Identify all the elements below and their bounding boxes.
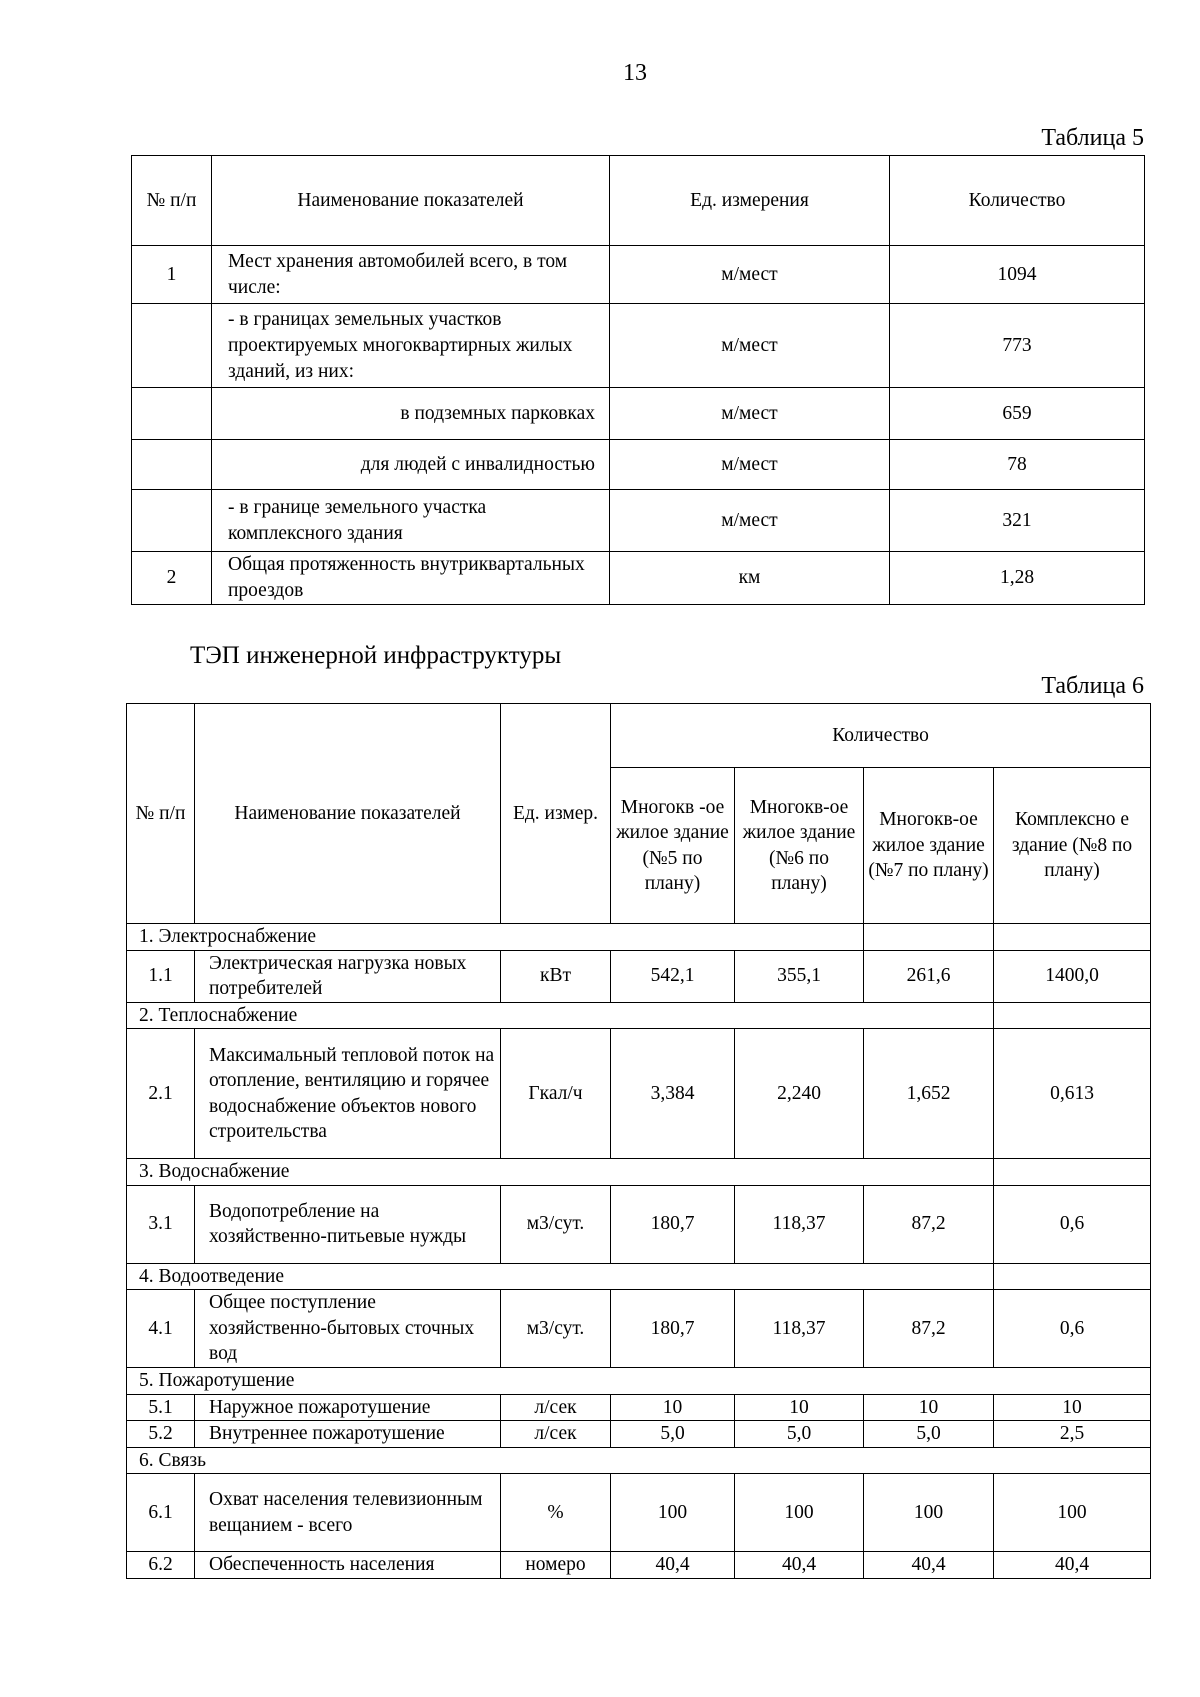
- row-num: 6.1: [127, 1474, 195, 1552]
- row-unit: м3/сут.: [501, 1185, 611, 1263]
- row-name: - в границе земельного участка комплексного здания: [212, 490, 610, 552]
- section-row: [127, 924, 1151, 951]
- header-building-8: Комплексно е здание (№8 по плану): [994, 768, 1151, 924]
- row-qty: 1,28: [890, 552, 1145, 605]
- row-name: в подземных парковках: [212, 388, 610, 440]
- header-unit: Ед. измер.: [501, 704, 611, 924]
- row-name: - в границах земельных участков проектируемых многоквартирных жилых зданий, из них:: [212, 304, 610, 388]
- table-row: [127, 950, 1151, 1002]
- row-qty: 321: [890, 490, 1145, 552]
- row-name: Охват населения телевизионным вещанием - всего: [195, 1474, 501, 1552]
- row-num: 1.1: [127, 950, 195, 1002]
- table-row: [132, 552, 1145, 605]
- header-name: Наименование показателей: [212, 156, 610, 246]
- row-num: 4.1: [127, 1290, 195, 1368]
- row-value: 10: [994, 1394, 1151, 1421]
- section-heading: 2. Теплоснабжение: [127, 1002, 994, 1029]
- section-heading: 5. Пожаротушение: [127, 1368, 1151, 1395]
- row-name: Водопотребление на хозяйственно-питьевые нужды: [195, 1185, 501, 1263]
- row-value: 40,4: [864, 1552, 994, 1579]
- table-row: [127, 1394, 1151, 1421]
- table-row: [127, 1185, 1151, 1263]
- section-heading: 1. Электроснабжение: [127, 924, 864, 951]
- header-building-5: Многокв -ое жилое здание (№5 по плану): [611, 768, 735, 924]
- table-row: [127, 1421, 1151, 1448]
- row-num: [132, 388, 212, 440]
- table-row: [132, 440, 1145, 490]
- row-unit: км: [610, 552, 890, 605]
- row-value: 40,4: [735, 1552, 864, 1579]
- row-unit: м/мест: [610, 388, 890, 440]
- row-name: Электрическая нагрузка новых потребителей: [195, 950, 501, 1002]
- row-qty: 659: [890, 388, 1145, 440]
- row-unit: номеро: [501, 1552, 611, 1579]
- row-value: 87,2: [864, 1185, 994, 1263]
- row-num: [132, 490, 212, 552]
- table-5-header-row: [132, 156, 1145, 246]
- row-value: 180,7: [611, 1185, 735, 1263]
- row-name: для людей с инвалидностью: [212, 440, 610, 490]
- section-title: ТЭП инженерной инфраструктуры: [190, 642, 562, 669]
- table-row: [132, 388, 1145, 440]
- row-value: 10: [611, 1394, 735, 1421]
- table-6: [126, 703, 1151, 1579]
- row-name: Общее поступление хозяйственно-бытовых сточных вод: [195, 1290, 501, 1368]
- row-unit: м/мест: [610, 490, 890, 552]
- row-unit: м3/сут.: [501, 1290, 611, 1368]
- page-number: 13: [623, 60, 647, 86]
- row-unit: %: [501, 1474, 611, 1552]
- row-name: Максимальный тепловой поток на отопление, вентиляцию и горячее водоснабжение объектов нового строительства: [195, 1029, 501, 1159]
- row-value: 542,1: [611, 950, 735, 1002]
- row-value: 2,240: [735, 1029, 864, 1159]
- table-row: [127, 1474, 1151, 1552]
- table-5: [131, 155, 1145, 605]
- row-value: 5,0: [864, 1421, 994, 1448]
- row-value: 0,613: [994, 1029, 1151, 1159]
- row-value: 355,1: [735, 950, 864, 1002]
- row-value: 87,2: [864, 1290, 994, 1368]
- row-num: [132, 440, 212, 490]
- header-num: № п/п: [132, 156, 212, 246]
- section-heading: 4. Водоотведение: [127, 1263, 994, 1290]
- row-value: 10: [735, 1394, 864, 1421]
- row-num: 5.1: [127, 1394, 195, 1421]
- table-row: [132, 304, 1145, 388]
- section-row: [127, 1002, 1151, 1029]
- row-num: 6.2: [127, 1552, 195, 1579]
- section-heading: 3. Водоснабжение: [127, 1159, 994, 1186]
- header-qty: Количество: [611, 704, 1151, 768]
- table-row: [132, 246, 1145, 304]
- section-row: [127, 1368, 1151, 1395]
- header-num: № п/п: [127, 704, 195, 924]
- table-row: [127, 1029, 1151, 1159]
- section-row: [127, 1159, 1151, 1186]
- row-name: Общая протяженность внутриквартальных проездов: [212, 552, 610, 605]
- row-name: Мест хранения автомобилей всего, в том числе:: [212, 246, 610, 304]
- row-value: 180,7: [611, 1290, 735, 1368]
- row-unit: м/мест: [610, 440, 890, 490]
- header-qty: Количество: [890, 156, 1145, 246]
- row-name: Наружное пожаротушение: [195, 1394, 501, 1421]
- table-row: [132, 490, 1145, 552]
- row-value: 1400,0: [994, 950, 1151, 1002]
- row-value: 261,6: [864, 950, 994, 1002]
- row-value: 5,0: [611, 1421, 735, 1448]
- empty-cell: [994, 924, 1151, 951]
- section-row: [127, 1447, 1151, 1474]
- empty-cell: [994, 1002, 1151, 1029]
- table-row: [127, 1290, 1151, 1368]
- row-value: 3,384: [611, 1029, 735, 1159]
- row-value: 118,37: [735, 1185, 864, 1263]
- row-value: 100: [611, 1474, 735, 1552]
- row-num: 2: [132, 552, 212, 605]
- table-row: [127, 1552, 1151, 1579]
- row-num: 2.1: [127, 1029, 195, 1159]
- row-unit: Гкал/ч: [501, 1029, 611, 1159]
- row-value: 5,0: [735, 1421, 864, 1448]
- row-unit: м/мест: [610, 246, 890, 304]
- row-qty: 1094: [890, 246, 1145, 304]
- row-num: 1: [132, 246, 212, 304]
- row-value: 100: [864, 1474, 994, 1552]
- row-num: 3.1: [127, 1185, 195, 1263]
- table-6-header-row: [127, 704, 1151, 768]
- row-unit: л/сек: [501, 1421, 611, 1448]
- row-value: 10: [864, 1394, 994, 1421]
- row-value: 118,37: [735, 1290, 864, 1368]
- row-value: 100: [994, 1474, 1151, 1552]
- header-building-7: Многокв-ое жилое здание (№7 по плану): [864, 768, 994, 924]
- row-unit: кВт: [501, 950, 611, 1002]
- row-unit: м/мест: [610, 304, 890, 388]
- section-heading: 6. Связь: [127, 1447, 1151, 1474]
- header-unit: Ед. измерения: [610, 156, 890, 246]
- table-5-label: Таблица 5: [1041, 125, 1144, 151]
- header-building-6: Многокв-ое жилое здание (№6 по плану): [735, 768, 864, 924]
- empty-cell: [864, 924, 994, 951]
- table-6-label: Таблица 6: [1041, 673, 1144, 699]
- row-qty: 773: [890, 304, 1145, 388]
- empty-cell: [994, 1159, 1151, 1186]
- header-name: Наименование показателей: [195, 704, 501, 924]
- row-value: 0,6: [994, 1290, 1151, 1368]
- row-value: 0,6: [994, 1185, 1151, 1263]
- row-value: 1,652: [864, 1029, 994, 1159]
- row-qty: 78: [890, 440, 1145, 490]
- row-num: 5.2: [127, 1421, 195, 1448]
- row-value: 100: [735, 1474, 864, 1552]
- row-unit: л/сек: [501, 1394, 611, 1421]
- row-value: 2,5: [994, 1421, 1151, 1448]
- row-name: Обеспеченность населения: [195, 1552, 501, 1579]
- empty-cell: [994, 1263, 1151, 1290]
- row-value: 40,4: [611, 1552, 735, 1579]
- row-name: Внутреннее пожаротушение: [195, 1421, 501, 1448]
- section-row: [127, 1263, 1151, 1290]
- row-value: 40,4: [994, 1552, 1151, 1579]
- row-num: [132, 304, 212, 388]
